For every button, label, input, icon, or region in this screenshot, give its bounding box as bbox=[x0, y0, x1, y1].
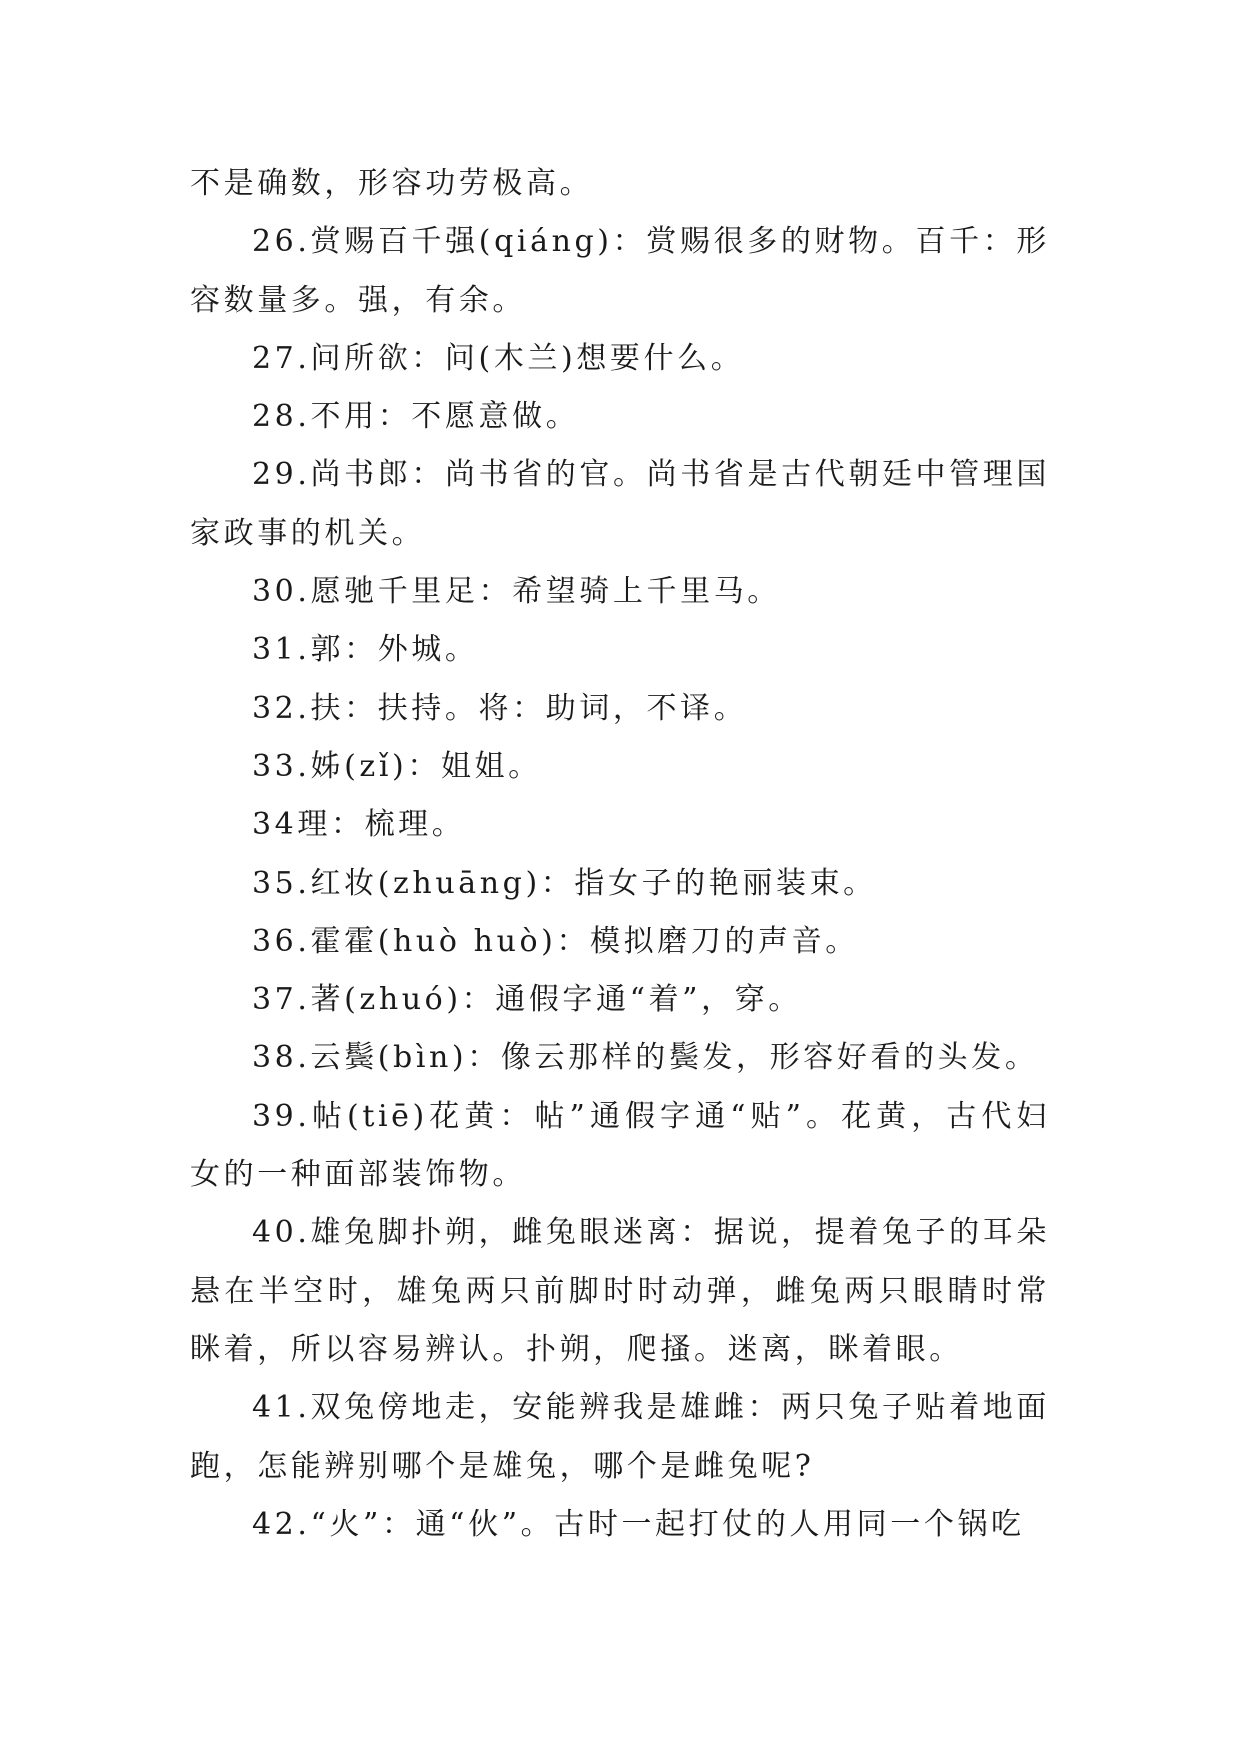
paragraph: 不是确数，形容功劳极高。 bbox=[190, 166, 594, 201]
paragraph: 27.问所欲：问(木兰)想要什么。 bbox=[252, 340, 745, 376]
paragraph: 32.扶：扶持。将：助词，不译。 bbox=[252, 690, 748, 726]
paragraph: 30.愿驰千里足：希望骑上千里马。 bbox=[252, 574, 781, 610]
paragraph: 39.帖(tiē)花黄：帖”通假字通“贴”。花黄，古代妇女的一种面部装饰物。 bbox=[190, 1098, 1050, 1193]
paragraph: 40.雄兔脚扑朔，雌兔眼迷离：据说，提着兔子的耳朵悬在半空时，雄兔两只前脚时时动弹，雌兔两只眼睛时常眯着，所以容易辨认。扑朔，爬搔。迷离，眯着眼。 bbox=[190, 1215, 1050, 1367]
paragraph: 34理：梳理。 bbox=[252, 807, 466, 843]
paragraph: 33.姊(zǐ)：姐姐。 bbox=[252, 748, 542, 784]
paragraph: 28.不用：不愿意做。 bbox=[252, 399, 580, 435]
paragraph: 42.“火”：通“伙”。古时一起打仗的人用同一个锅吃 bbox=[252, 1506, 1025, 1542]
paragraph: 31.郭：外城。 bbox=[252, 632, 479, 668]
paragraph: 38.云鬓(bìn)：像云那样的鬓发，形容好看的头发。 bbox=[252, 1040, 1039, 1076]
paragraph: 36.霍霍(huò huò)：模拟磨刀的声音。 bbox=[252, 923, 859, 959]
paragraph: 26.赏赐百千强(qiáng)：赏赐很多的财物。百千：形容数量多。强，有余。 bbox=[190, 224, 1050, 318]
paragraph: 35.红妆(zhuāng)：指女子的艳丽装束。 bbox=[252, 865, 877, 901]
paragraph: 29.尚书郎：尚书省的官。尚书省是古代朝廷中管理国家政事的机关。 bbox=[190, 457, 1050, 551]
paragraph: 37.著(zhuó)：通假字通“着”，穿。 bbox=[252, 982, 802, 1018]
paragraph: 41.双兔傍地走，安能辨我是雄雌：两只兔子贴着地面跑，怎能辨别哪个是雄兔，哪个是雌兔呢? bbox=[190, 1390, 1050, 1484]
document-body bbox=[190, 155, 1050, 1554]
